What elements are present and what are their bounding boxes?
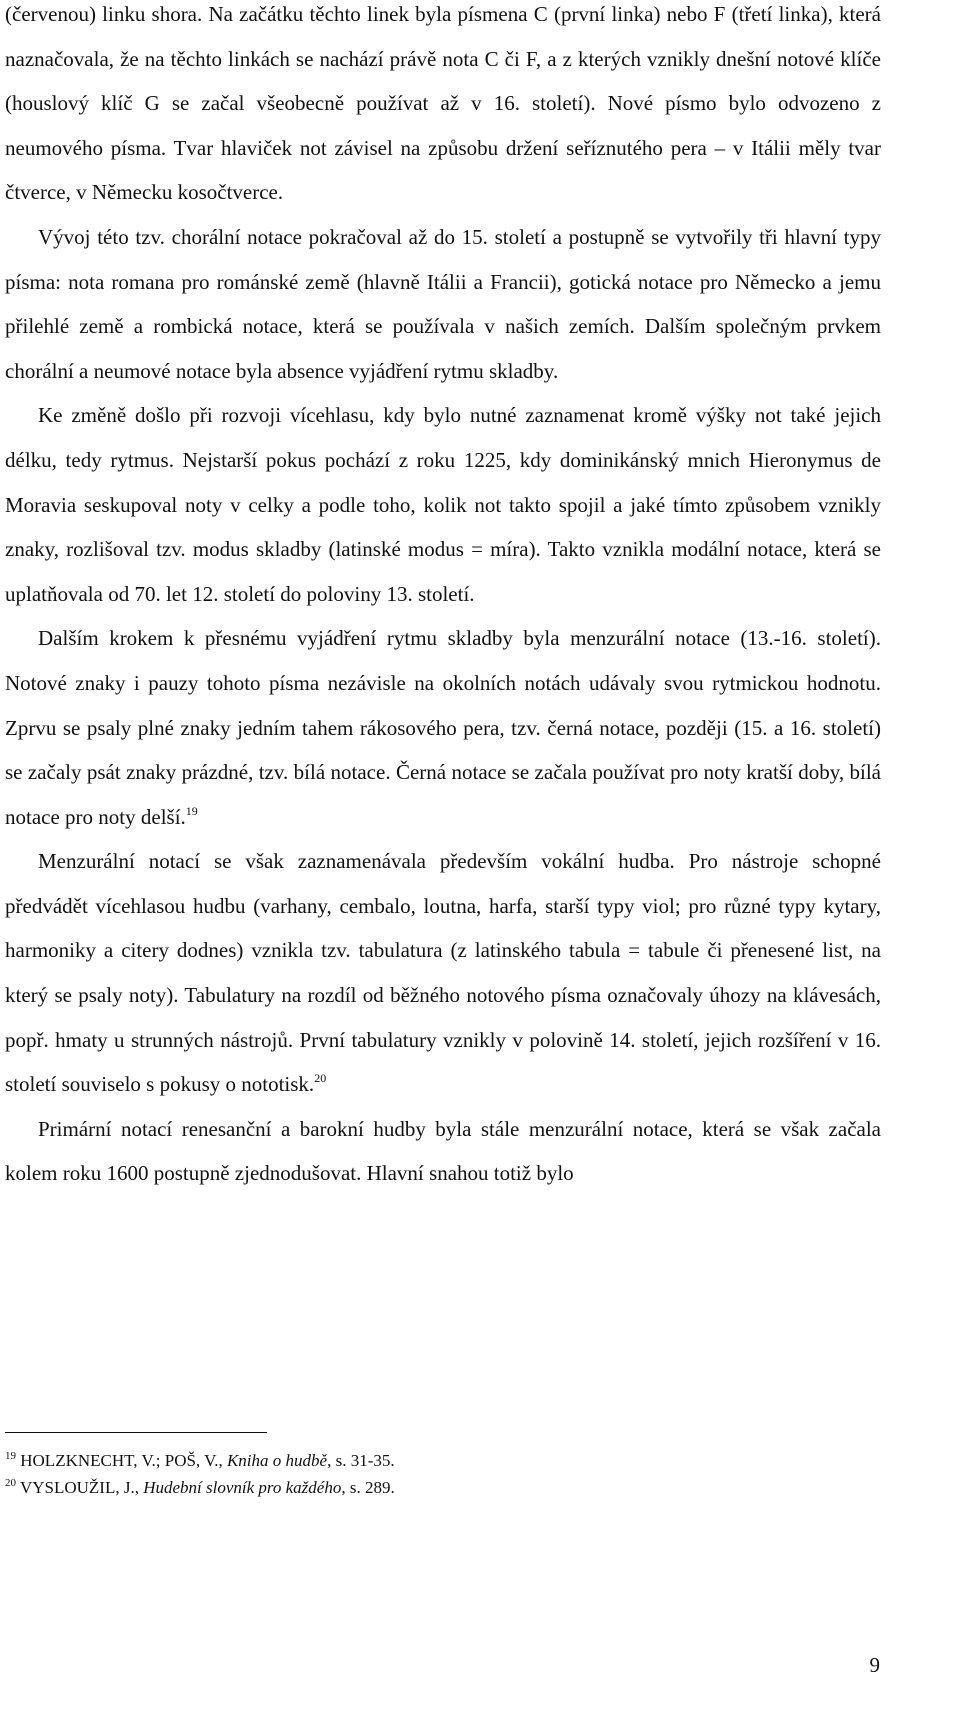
footnote-19-pages: , s. 31-35. <box>327 1451 395 1470</box>
paragraph-2: Vývoj této tzv. chorální notace pokračoval až do 15. století a postupně se vytvořily tři hlavní typy písma: nota romana pro románské země (hlavně Itálii a Francii), gotická notace pro Německo a jemu přilehlé země a rombická notace, která se používala v našich zemích. Dalším společným prvkem chorální a neumové notace byla absence vyjádření rytmu skladby. <box>5 224 881 383</box>
footnote-19 <box>5 1447 905 1474</box>
paragraph-3: Ke změně došlo při rozvoji vícehlasu, kdy bylo nutné zaznamenat kromě výšky not také jejich délku, tedy rytmus. Nejstarší pokus pochází z roku 1225, kdy dominikánský mnich Hieronymus de Moravia seskupoval noty v celky a podle toho, kolik not takto spojil a jaké tímto způsobem vznikly znaky, rozlišoval tzv. modus skladby (latinské modus = míra). Takto vznikla modální notace, která se uplatňovala od 70. let 12. století do poloviny 13. století. <box>5 403 881 606</box>
paragraph-4-text: Dalším krokem k přesnému vyjádření rytmu skladby byla menzurální notace (13.-16. století). Notové znaky i pauzy tohoto písma nezávisle na okolních notách udávaly svou rytmickou hodnotu. Zprvu se psaly plné znaky jedním tahem rákosového pera, tzv. černá notace, později (15. a 16. století) se začaly psát znaky prázdné, tzv. bílá notace. Černá notace se začala používat pro noty kratší doby, bílá notace pro noty delší. <box>5 626 881 829</box>
footnote-20-number: 20 <box>5 1477 16 1489</box>
footnote-19-title: Kniha o hudbě <box>226 1451 328 1470</box>
footnote-ref-19[interactable]: 19 <box>185 803 198 818</box>
footnote-separator <box>5 1432 267 1433</box>
paragraph-1: (červenou) linku shora. Na začátku těchto linek byla písmena C (první linka) nebo F (třetí linka), která naznačovala, že na těchto linkách se nachází právě nota C či F, a z kterých vznikly dnešní notové klíče (houslový klíč G se začal všeobecně používat až v 16. století). Nové písmo bylo odvozeno z neumového písma. Tvar hlaviček not závisel na způsobu držení seříznutého pera – v Itálii měly tvar čtverce, v Německu kosočtverce. <box>5 2 881 205</box>
paragraph-5-text: Menzurální notací se však zaznamenávala především vokální hudba. Pro nástroje schopné předvádět vícehlasou hudbu (varhany, cembalo, loutna, harfa, starší typy viol; pro různé typy kytary, harmoniky a citery dodnes) vznikla tzv. tabulatura (z latinského tabula = tabule či přenesené list, na který se psaly noty). Tabulatury na rozdíl od běžného notového písma označovaly úhozy na klávesách, popř. hmaty u strunných nástrojů. První tabulatury vznikly v polovině 14. století, jejich rozšíření v 16. století souviselo s pokusy o nototisk. <box>5 849 881 1097</box>
footnote-20-authors: VYSLOUŽIL, J., <box>19 1478 139 1497</box>
paragraph-5 <box>5 839 881 1107</box>
footnote-20-pages: , s. 289. <box>341 1478 395 1497</box>
footnote-19-number: 19 <box>5 1450 16 1462</box>
body-text <box>5 0 881 1196</box>
footnote-20-title: Hudební slovník pro každého <box>143 1478 342 1497</box>
footnote-19-authors: HOLZKNECHT, V.; POŠ, V., <box>20 1451 223 1470</box>
footnote-ref-20[interactable]: 20 <box>314 1071 327 1086</box>
paragraph-6: Primární notací renesanční a barokní hudby byla stále menzurální notace, která se však začala kolem roku 1600 postupně zjednodušovat. Hlavní snahou totiž bylo <box>5 1116 881 1186</box>
footnote-20 <box>5 1474 905 1501</box>
paragraph-4 <box>5 616 881 839</box>
footnotes <box>5 1447 905 1501</box>
page-number: 9 <box>869 1653 880 1677</box>
